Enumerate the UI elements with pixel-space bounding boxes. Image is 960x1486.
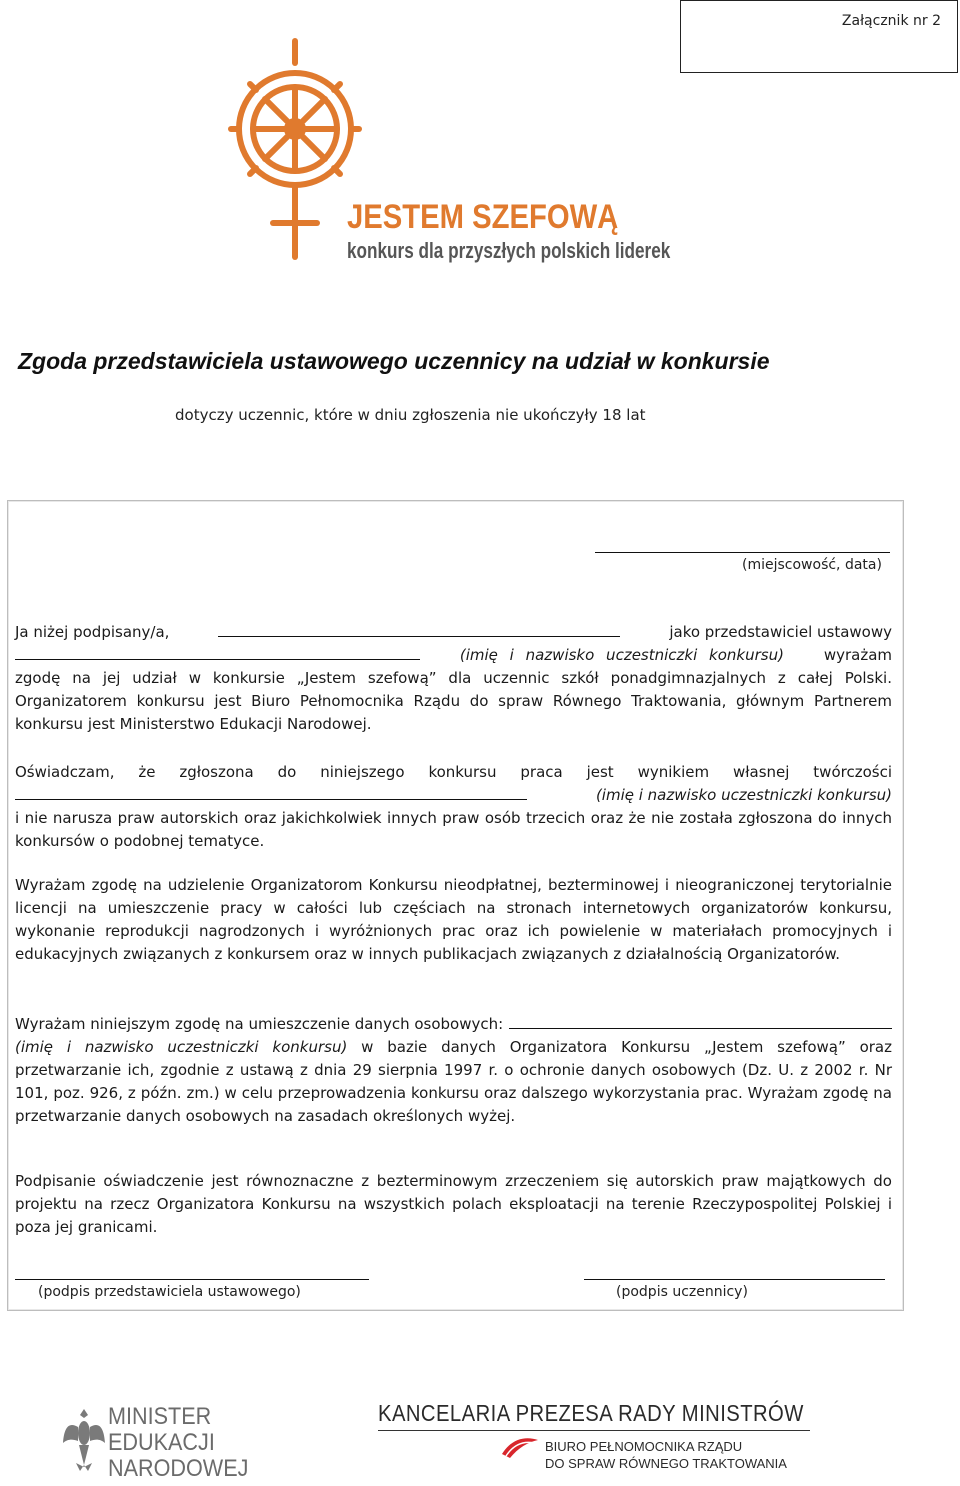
p1-name-hint: (imię i nazwisko uczestniczki konkursu): [459, 646, 784, 664]
eagle-emblem-icon: [62, 1403, 106, 1481]
kprm-divider: [378, 1430, 810, 1431]
paragraph-consent: [15, 621, 892, 736]
participant-name-field-2[interactable]: [15, 785, 527, 800]
paragraph-license: Wyrażam zgodę na udzielenie Organizatorom Konkursu nieodpłatnej, bezterminowej i nieograniczonej terytorialnie licencji na umieszczenie pracy w całości lub częściach na stronach internetowych organizatorów konkursu, wykonanie reprodukcji nagrodzonych i wyróżnionych prac oraz ich powielenie w materiałach promocyjnych i edukacyjnych związanych z konkursem oraz w innych publikacjach związanych z działalnością Organizatorów.: [15, 876, 892, 963]
flag-ribbon-icon: [500, 1432, 540, 1462]
document-title: Zgoda przedstawiciela ustawowego uczennicy na udział w konkursie: [18, 348, 770, 374]
bpr-line-1: BIURO PEŁNOMOCNIKA RZĄDU: [545, 1439, 743, 1454]
paragraph-copyright: Podpisanie oświadczenie jest równoznaczne z bezterminowym zrzeczeniem się autorskich praw majątkowych do projektu na rzecz Organizatora Konkursu na wszystkich polach eksploatacji na terenie Rzeczypospolitej Polskiej i poza jej granicami.: [15, 1172, 892, 1236]
bpr-logo-text: [545, 1438, 787, 1472]
kprm-logo-text: KANCELARIA PREZESA RADY MINISTRÓW: [378, 1400, 804, 1426]
participant-name-field[interactable]: [15, 645, 420, 660]
representative-name-field[interactable]: [218, 622, 620, 637]
paragraph-authorship: [15, 761, 892, 853]
personal-data-field[interactable]: [509, 1014, 892, 1029]
annex-box: [680, 0, 958, 73]
representative-signature-line[interactable]: [15, 1279, 369, 1280]
document-subtitle: dotyczy uczennic, które w dniu zgłoszenia nie ukończyły 18 lat: [175, 406, 646, 424]
p1-consent: wyrażam: [823, 646, 892, 664]
logo-title: JESTEM SZEFOWĄ: [347, 198, 619, 236]
annex-label: Załącznik nr 2: [841, 13, 941, 29]
men-line-2: EDUKACJI: [108, 1429, 215, 1456]
p4-rest: w bazie danych Organizatora Konkursu „Jestem szefową” oraz przetwarzanie ich, zgodnie z ustawą z dnia 29 sierpnia 1997 r. o ochronie danych osobowych (Dz. U. z 2002 r. Nr 101, poz. 926, z późn. zm.) w celu przeprowadzenia konkursu oraz dalszego wykorzystania prac. Wyrażam zgodę na przetwarzanie danych osobowych na zasadach określonych wyżej.: [15, 1038, 893, 1125]
men-logo-text: [108, 1404, 248, 1482]
men-line-1: MINISTER: [108, 1403, 212, 1430]
p2-lead: Oświadczam, że zgłoszona do niniejszego konkursu praca jest wynikiem własnej twórczości: [15, 763, 892, 781]
p4-lead: Wyrażam niniejszym zgodę na umieszczenie danych osobowych:: [15, 1015, 504, 1033]
paragraph-personal-data: [15, 1013, 892, 1128]
p1-lead: Ja niżej podpisany/a,: [15, 623, 170, 641]
p2-rest: i nie narusza praw autorskich oraz jakichkolwiek innych praw osób trzecich oraz że nie została zgłoszona do innych konkursów o podobnej tematyce.: [15, 809, 892, 850]
men-line-3: NARODOWEJ: [108, 1455, 249, 1482]
place-date-caption: (miejscowość, data): [742, 557, 882, 573]
ship-wheel-logo-icon: [225, 35, 365, 265]
bpr-line-2: DO SPRAW RÓWNEGO TRAKTOWANIA: [545, 1456, 787, 1471]
representative-signature-caption: (podpis przedstawiciela ustawowego): [38, 1284, 301, 1300]
student-signature-line[interactable]: [584, 1279, 885, 1280]
place-date-line[interactable]: [595, 552, 890, 553]
p1-as-rep: jako przedstawiciel ustawowy: [669, 623, 892, 641]
student-signature-caption: (podpis uczennicy): [616, 1284, 748, 1300]
p4-name-hint: (imię i nazwisko uczestniczki konkursu): [15, 1038, 348, 1056]
p1-rest: zgodę na jej udział w konkursie „Jestem szefową” dla uczennic szkół ponadgimnazjalnych z całej Polski. Organizatorem konkursu jest Biuro Pełnomocnika Rządu do spraw Równego Traktowania, głównym Partnerem konkursu jest Ministerstwo Edukacji Narodowej.: [15, 669, 892, 733]
logo-subtitle: konkurs dla przyszłych polskich liderek: [347, 238, 671, 263]
p2-name-hint: (imię i nazwisko uczestniczki konkursu): [595, 786, 892, 804]
